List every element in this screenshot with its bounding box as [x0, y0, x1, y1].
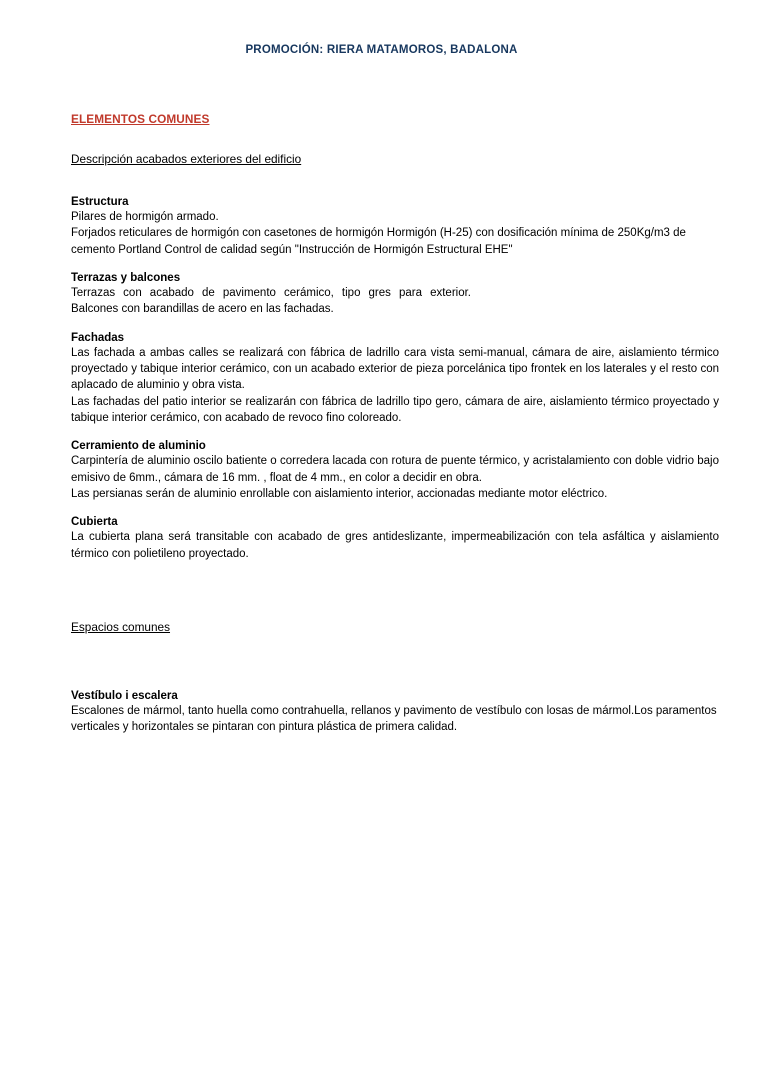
block-paragraph: Las fachadas del patio interior se realizarán con fábrica de ladrillo tipo gero, cámara de aire, aislamiento térmico proyectado y tabique interior cerámico, con acabado de revoco fino coloreado.: [71, 395, 719, 424]
block-title-cerramiento-de-aluminio: Cerramiento de aluminio: [71, 440, 206, 453]
block-terrazas-y-balcones: [71, 272, 719, 318]
block-vestibulo-i-escalera: [71, 690, 719, 736]
block-title-estructura: Estructura: [71, 196, 129, 208]
block-title-fachadas: Fachadas: [71, 331, 125, 344]
block-cerramiento-de-aluminio: [71, 440, 719, 502]
block-paragraph: Pilares de hormigón armado.: [71, 211, 219, 223]
block-paragraph: Las fachada a ambas calles se realizará con fábrica de ladrillo cara vista semi-manual, cámara de aire, aislamiento térmico proyectado y tabique interior cerámico, con un acabado exterior de pieza porcelánica tipo frontek en los laterales y el resto con aplacado de aluminio y obra vista.: [71, 346, 719, 392]
block-paragraph: Forjados reticulares de hormigón con casetones de hormigón Hormigón (H-25) con dosificación mínima de 250Kg/m3 de cemento Portland Control de calidad según "Instrucción de Hormigón Estructural EHE": [71, 227, 686, 256]
block-paragraph: Terrazas con acabado de pavimento cerámico, tipo gres para exterior. Balcones con barandillas de acero en las fachadas.: [71, 286, 471, 316]
block-paragraph: Las persianas serán de aluminio enrollable con aislamiento interior, accionadas mediante motor eléctrico.: [71, 487, 608, 500]
block-title-vestibulo-i-escalera: Vestíbulo i escalera: [71, 689, 178, 702]
block-cubierta: [71, 516, 719, 562]
block-title-terrazas-y-balcones: Terrazas y balcones: [71, 271, 181, 284]
block-estructura: [71, 196, 719, 258]
block-fachadas: [71, 332, 719, 427]
spacer: [71, 576, 719, 620]
subsection-heading-descripcion-acabados: Descripción acabados exteriores del edificio: [71, 152, 302, 166]
block-paragraph: Escalones de mármol, tanto huella como contrahuella, rellanos y pavimento de vestíbulo con losas de mármol.Los paramentos verticales y horizontales se pintaran con pintura plástica de primera calidad.: [71, 704, 717, 734]
section-heading-elementos-comunes: ELEMENTOS COMUNES: [71, 112, 210, 126]
spacer: [71, 664, 719, 690]
block-title-cubierta: Cubierta: [71, 516, 118, 529]
document-header-title: PROMOCIÓN: RIERA MATAMOROS, BADALONA: [245, 44, 518, 56]
block-paragraph: Carpintería de aluminio oscilo batiente o corredera lacada con rotura de puente térmico, y acristalamiento con doble vidrio bajo emisivo de 6mm., cámara de 16 mm. , float de 4 mm., en color a decidir en obra.: [71, 455, 719, 484]
block-paragraph: La cubierta plana será transitable con acabado de gres antideslizante, impermeabilización con tela asfáltica y aislamiento térmico con polietileno proyectado.: [71, 531, 719, 560]
document-body: [71, 112, 719, 750]
subsection-heading-espacios-comunes: Espacios comunes: [71, 619, 171, 634]
